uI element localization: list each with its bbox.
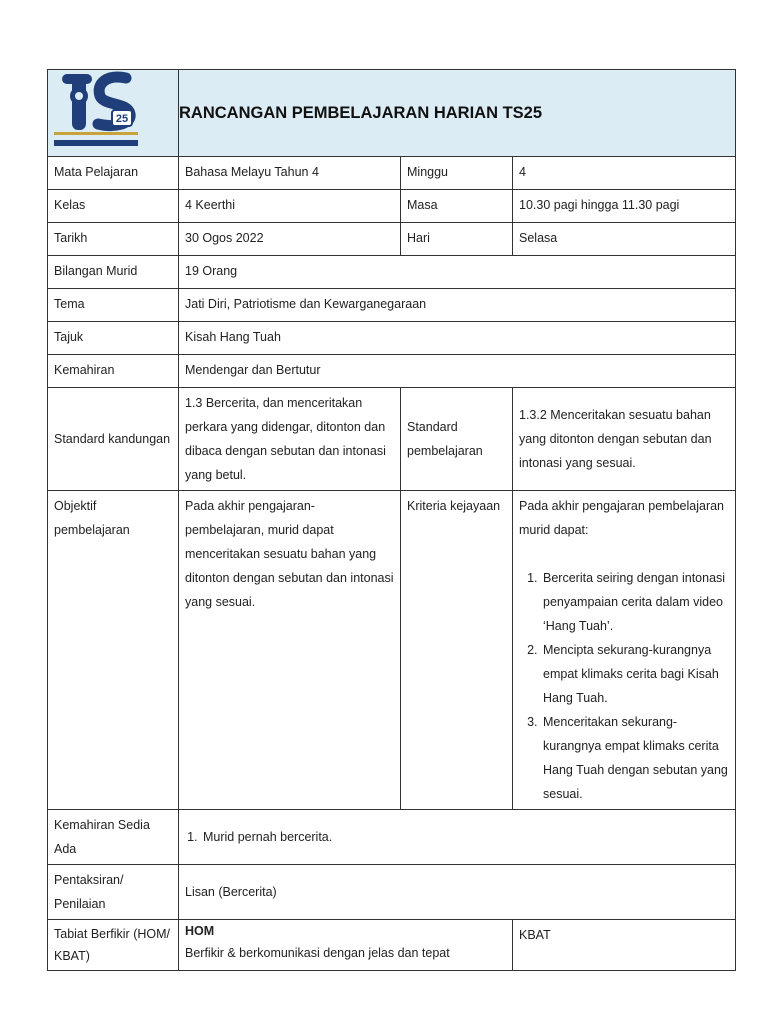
value-kelas: 4 Keerthi xyxy=(179,190,401,223)
kriteria-list xyxy=(519,566,729,806)
label-kriteria: Kriteria kejayaan xyxy=(401,491,513,810)
hom-value: Berfikir & berkomunikasi dengan jelas dan tepat xyxy=(185,946,450,960)
value-standard-kandungan: 1.3 Bercerita, dan menceritakan perkara yang didengar, ditonton dan dibaca dengan sebutan dan intonasi yang betul. xyxy=(179,388,401,491)
label-kemahiran: Kemahiran xyxy=(48,355,179,388)
label-pentaksiran: Pentaksiran/ Penilaian xyxy=(48,865,179,920)
page-title: RANCANGAN PEMBELAJARAN HARIAN TS25 xyxy=(179,70,736,157)
svg-text:25: 25 xyxy=(115,113,129,125)
hom-cell xyxy=(179,920,513,971)
value-bilangan-murid: 19 Orang xyxy=(179,256,736,289)
label-mata-pelajaran: Mata Pelajaran xyxy=(48,157,179,190)
label-standard-kandungan: Standard kandungan xyxy=(48,388,179,491)
logo-cell xyxy=(48,70,179,157)
row-bilangan-murid xyxy=(48,256,736,289)
label-hari: Hari xyxy=(401,223,513,256)
kbat-cell: KBAT xyxy=(513,920,736,971)
row-standard xyxy=(48,388,736,491)
spacer xyxy=(519,542,729,566)
kriteria-item: 3. Menceritakan sekurang-kurangnya empat klimaks cerita Hang Tuah dengan sebutan yang sesuai. xyxy=(541,710,729,806)
value-sedia-ada xyxy=(179,810,736,865)
row-tabiat xyxy=(48,920,736,971)
label-standard-pembelajaran: Standard pembelajaran xyxy=(401,388,513,491)
hom-title: HOM xyxy=(185,924,215,938)
value-masa: 10.30 pagi hingga 11.30 pagi xyxy=(513,190,736,223)
row-tarikh xyxy=(48,223,736,256)
label-tarikh: Tarikh xyxy=(48,223,179,256)
label-sedia-ada: Kemahiran Sedia Ada xyxy=(48,810,179,865)
label-masa: Masa xyxy=(401,190,513,223)
value-pentaksiran: Lisan (Bercerita) xyxy=(179,865,736,920)
value-hari: Selasa xyxy=(513,223,736,256)
value-tema: Jati Diri, Patriotisme dan Kewarganegaraan xyxy=(179,289,736,322)
value-minggu: 4 xyxy=(513,157,736,190)
kriteria-intro: Pada akhir pengajaran pembelajaran murid dapat: xyxy=(519,499,725,537)
label-minggu: Minggu xyxy=(401,157,513,190)
label-bilangan-murid: Bilangan Murid xyxy=(48,256,179,289)
ts25-logo xyxy=(48,70,178,148)
label-tajuk: Tajuk xyxy=(48,322,179,355)
kriteria-cell xyxy=(513,491,736,810)
header-row xyxy=(48,70,736,157)
kriteria-item: 1. Bercerita seiring dengan intonasi penyampaian cerita dalam video ‘Hang Tuah’. xyxy=(541,566,729,638)
row-kemahiran xyxy=(48,355,736,388)
row-pentaksiran xyxy=(48,865,736,920)
sedia-ada-list xyxy=(185,825,729,849)
sedia-ada-item: 1. Murid pernah bercerita. xyxy=(201,825,729,849)
kriteria-item: 2. Mencipta sekurang-kurangnya empat klimaks cerita bagi Kisah Hang Tuah. xyxy=(541,638,729,710)
lesson-plan-sheet xyxy=(47,69,735,971)
value-objektif: Pada akhir pengajaran-pembelajaran, murid dapat menceritakan sesuatu bahan yang ditonton dengan sebutan dan intonasi yang sesuai. xyxy=(179,491,401,810)
row-kelas xyxy=(48,190,736,223)
row-sedia-ada xyxy=(48,810,736,865)
label-objektif: Objektif pembelajaran xyxy=(48,491,179,810)
value-tarikh: 30 Ogos 2022 xyxy=(179,223,401,256)
label-tabiat: Tabiat Berfikir (HOM/ KBAT) xyxy=(48,920,179,971)
label-tema: Tema xyxy=(48,289,179,322)
lesson-plan-table xyxy=(47,69,736,971)
value-tajuk: Kisah Hang Tuah xyxy=(179,322,736,355)
row-tema xyxy=(48,289,736,322)
row-mata-pelajaran xyxy=(48,157,736,190)
value-kemahiran: Mendengar dan Bertutur xyxy=(179,355,736,388)
value-standard-pembelajaran: 1.3.2 Menceritakan sesuatu bahan yang ditonton dengan sebutan dan intonasi yang sesuai. xyxy=(513,388,736,491)
row-tajuk xyxy=(48,322,736,355)
row-objektif xyxy=(48,491,736,810)
label-kelas: Kelas xyxy=(48,190,179,223)
value-mata-pelajaran: Bahasa Melayu Tahun 4 xyxy=(179,157,401,190)
